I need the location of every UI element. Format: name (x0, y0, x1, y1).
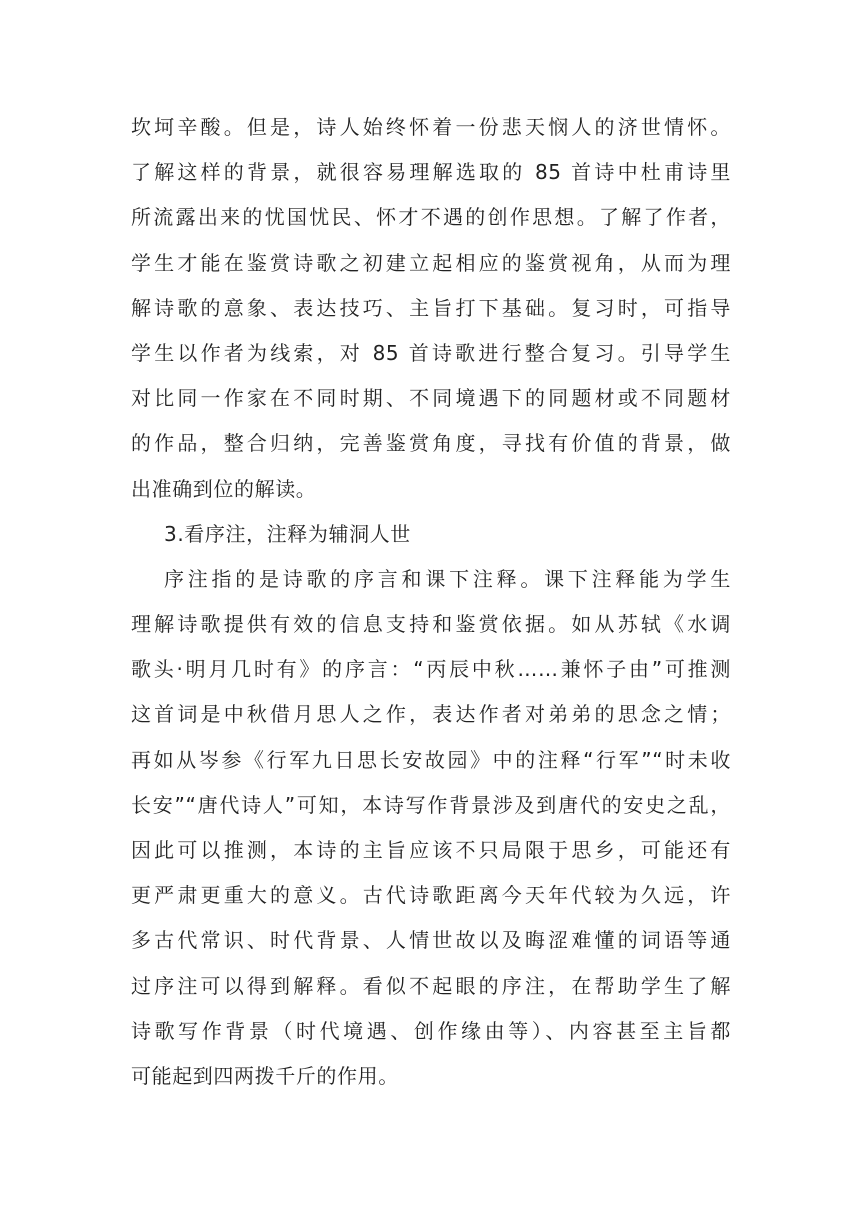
paragraph-2-line: 这首词是中秋借月思人之作，表达作者对弟弟的思念之情； (131, 702, 731, 727)
paragraph-2-line: 长安”“唐代诗人”可知，本诗写作背景涉及到唐代的安史之乱， (131, 792, 731, 817)
paragraph-1-line: 了解这样的背景，就很容易理解选取的 85 首诗中杜甫诗里 (131, 160, 731, 185)
paragraph-1-line: 对比同一作家在不同时期、不同境遇下的同题材或不同题材 (131, 386, 731, 411)
paragraph-2-line: 序注指的是诗歌的序言和课下注释。课下注释能为学生 (164, 566, 731, 591)
section-heading: 3.看序注，注释为辅洞人世 (164, 521, 411, 546)
paragraph-1-line: 所流露出来的忧国忧民、怀才不遇的创作思想。了解了作者， (131, 205, 731, 230)
paragraph-1-line: 的作品，整合归纳，完善鉴赏角度，寻找有价值的背景，做 (131, 431, 731, 456)
paragraph-2-line: 更严肃更重大的意义。古代诗歌距离今天年代较为久远，许 (131, 883, 731, 908)
paragraph-1-line: 坎坷辛酸。但是，诗人始终怀着一份悲天悯人的济世情怀。 (131, 115, 731, 139)
paragraph-2-line: 歌头·明月几时有》的序言：“丙辰中秋……兼怀子由”可推测 (131, 657, 731, 682)
paragraph-1-line: 解诗歌的意象、表达技巧、主旨打下基础。复习时，可指导 (131, 295, 731, 320)
paragraph-2-line: 多古代常识、时代背景、人情世故以及晦涩难懂的词语等通 (131, 928, 731, 953)
paragraph-2-line: 过序注可以得到解释。看似不起眼的序注，在帮助学生了解 (131, 973, 731, 998)
paragraph-1-line: 学生以作者为线索，对 85 首诗歌进行整合复习。引导学生 (131, 340, 731, 365)
paragraph-2-line: 因此可以推测，本诗的主旨应该不只局限于思乡，可能还有 (131, 838, 731, 862)
paragraph-2-line: 理解诗歌提供有效的信息支持和鉴赏依据。如从苏轼《水调 (131, 612, 731, 637)
paragraph-2-line: 可能起到四两拨千斤的作用。 (131, 1063, 399, 1088)
paragraph-1-line: 学生才能在鉴赏诗歌之初建立起相应的鉴赏视角，从而为理 (131, 250, 731, 275)
paragraph-2-line: 诗歌写作背景（时代境遇、创作缘由等）、内容甚至主旨都 (131, 1018, 731, 1043)
body-text (131, 105, 731, 1099)
paragraph-2-line: 再如从岑参《行军九日思长安故园》中的注释“行军”“时未收 (131, 747, 731, 772)
paragraph-1-line: 出准确到位的解读。 (131, 476, 317, 501)
